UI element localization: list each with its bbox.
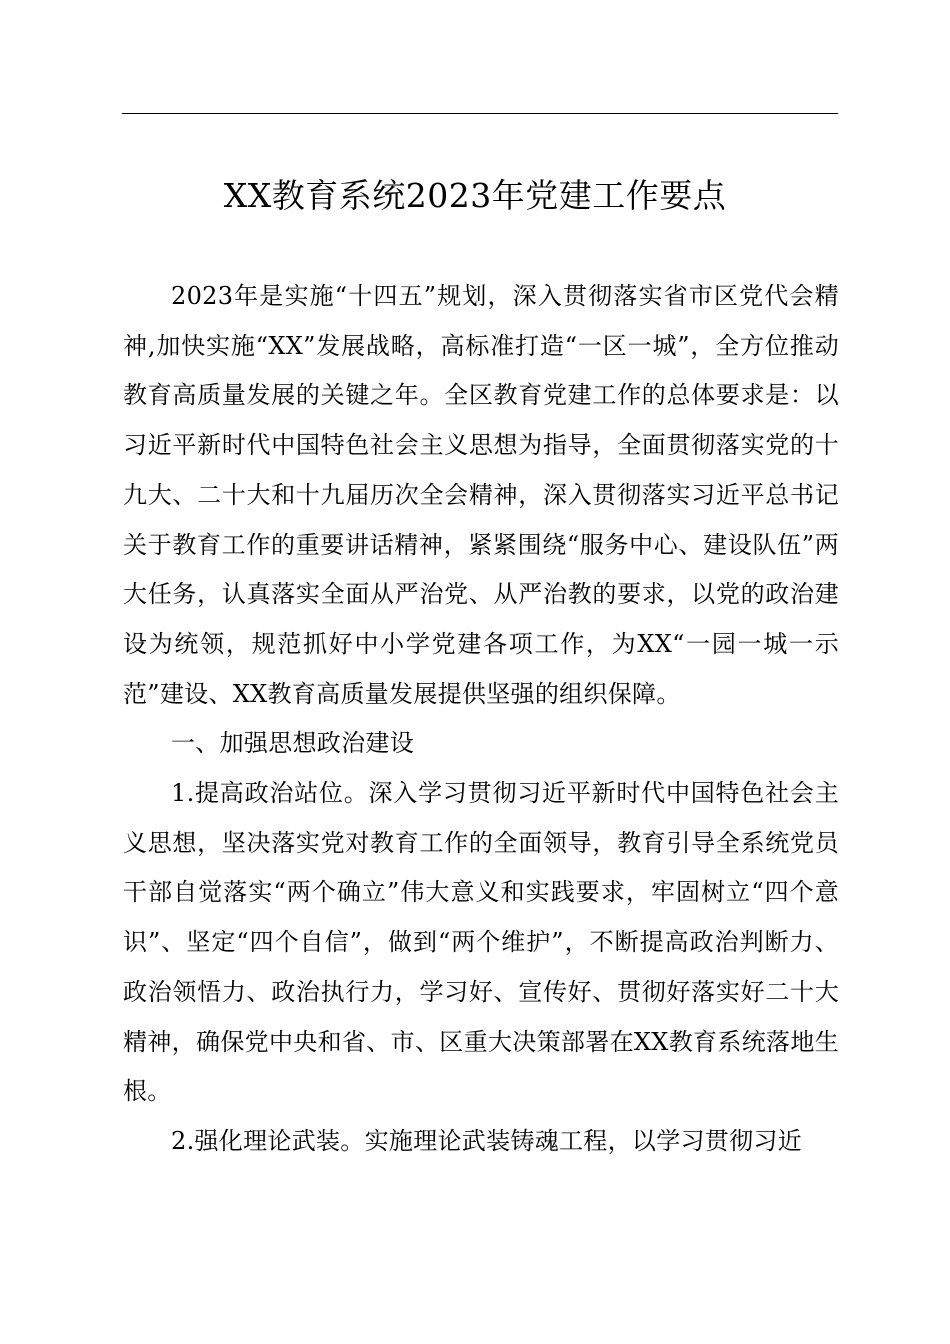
header-rule bbox=[122, 113, 838, 114]
item-paragraph-1: 1.提高政治站位。深入学习贯彻习近平新时代中国特色社会主义思想，坚决落实党对教育工作的全面领导，教育引导全系统党员干部自觉落实“两个确立”伟大意义和实践要求，牢固树立“四个意识”、坚定“四个自信”，做到“两个维护”，不断提高政治判断力、政治领悟力、政治执行力，学习好、宣传好、贯彻好落实好二十大精神，确保党中央和省、市、区重大决策部署在XX教育系统落地生根。 bbox=[123, 779, 839, 1106]
intro-paragraph: 2023年是实施“十四五”规划，深入贯彻落实省市区党代会精神,加快实施“XX”发展战略，高标准打造“一区一城”，全方位推动教育高质量发展的关键之年。全区教育党建工作的总体要求是：以习近平新时代中国特色社会主义思想为指导，全面贯彻落实党的十九大、二十大和十九届历次全会精神，深入贯彻落实习近平总书记关于教育工作的重要讲话精神，紧紧围绕“服务中心、建设队伍”两大任务，认真落实全面从严治党、从严治教的要求，以党的政治建设为统领，规范抓好中小学党建各项工作，为XX“一园一城一示范”建设、XX教育高质量发展提供坚强的组织保障。 bbox=[123, 282, 839, 708]
document-title: XX教育系统2023年党建工作要点 bbox=[223, 176, 727, 215]
section-heading-1: 一、加强思想政治建设 bbox=[171, 729, 414, 758]
document-body bbox=[123, 272, 839, 1167]
item-paragraph-2: 2.强化理论武装。实施理论武装铸魂工程，以学习贯彻习近 bbox=[171, 1126, 802, 1155]
